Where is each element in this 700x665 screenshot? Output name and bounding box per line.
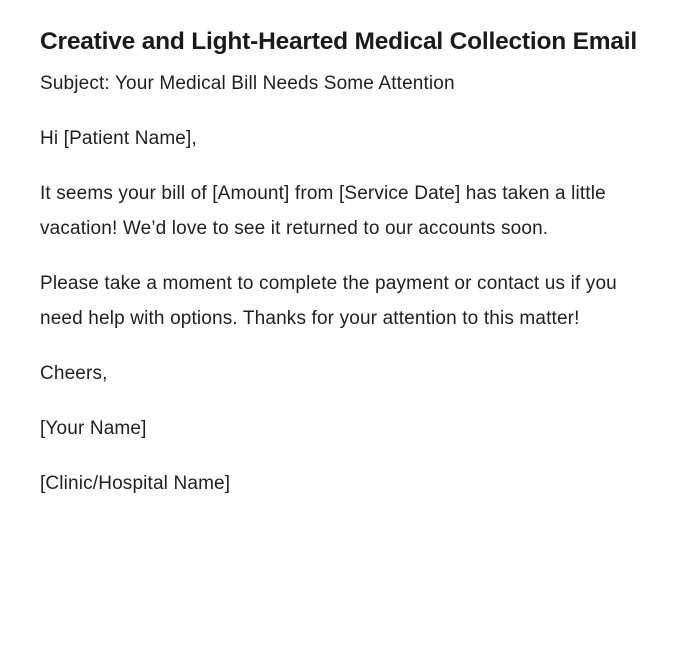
email-subject: Subject: Your Medical Bill Needs Some Attention xyxy=(40,73,455,94)
email-greeting: Hi [Patient Name], xyxy=(40,128,197,149)
email-sender-name: [Your Name] xyxy=(40,418,147,439)
email-body-paragraph-2: Please take a moment to complete the payment or contact us if you need help with options. Thanks for your attention to this matter! xyxy=(40,273,617,329)
email-organization: [Clinic/Hospital Name] xyxy=(40,473,231,494)
email-body-paragraph-1: It seems your bill of [Amount] from [Service Date] has taken a little vacation! We’d love to see it returned to our accounts soon. xyxy=(40,183,606,239)
document-title: Creative and Light-Hearted Medical Collection Email xyxy=(40,28,637,55)
email-closing: Cheers, xyxy=(40,363,108,384)
